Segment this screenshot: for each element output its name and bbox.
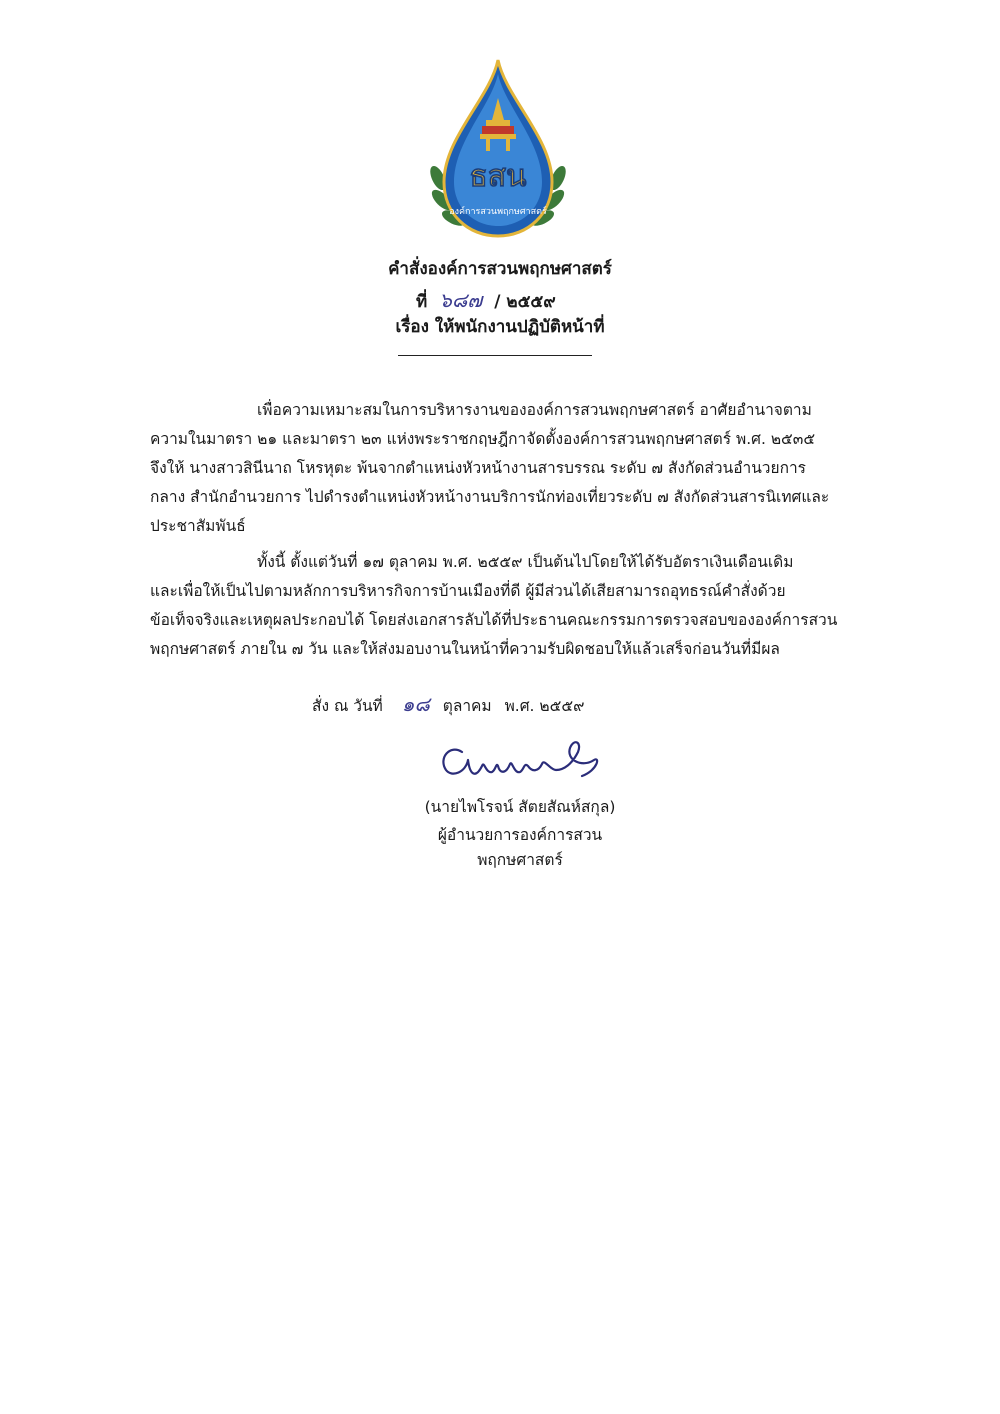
paragraph-2 bbox=[150, 548, 850, 664]
document-subject: เรื่อง ให้พนักงานปฏิบัติหน้าที่ bbox=[395, 317, 605, 337]
paragraph-1-line: ประชาสัมพันธ์ bbox=[150, 517, 246, 535]
date-month: ตุลาคม bbox=[442, 697, 492, 715]
paragraph-1-line: เพื่อความเหมาะสมในการบริหารงานขององค์การสวนพฤกษศาสตร์ อาศัยอำนาจตาม bbox=[257, 401, 812, 419]
paragraph-2-line: ข้อเท็จจริงและเหตุผลประกอบได้ โดยส่งเอกสารลับได้ที่ประธานคณะกรรมการตรวจสอบขององค์การสวน bbox=[150, 611, 838, 629]
logo-monogram: ธสน bbox=[469, 159, 527, 194]
organization-logo bbox=[428, 58, 568, 240]
order-number-label: ที่ bbox=[416, 292, 428, 312]
paragraph-2-line: ทั้งนี้ ตั้งแต่วันที่ ๑๗ ตุลาคม พ.ศ. ๒๕๕๙ เป็นต้นไปโดยให้ได้รับอัตราเงินเดือนเดิม bbox=[257, 553, 794, 571]
date-day-handwritten: ๑๘ bbox=[401, 692, 430, 716]
order-date bbox=[312, 688, 592, 720]
paragraph-1-line: ความในมาตรา ๒๑ และมาตรา ๒๓ แห่งพระราชกฤษฎีกาจัดตั้งองค์การสวนพฤกษศาสตร์ พ.ศ. ๒๕๓๕ bbox=[150, 430, 816, 448]
order-number-year: / ๒๕๕๙ bbox=[494, 292, 556, 312]
paragraph-1-line: กลาง สำนักอำนวยการ ไปดำรงตำแหน่งหัวหน้างานบริการนักท่องเที่ยวระดับ ๗ สังกัดส่วนสารนิเทศและ bbox=[150, 488, 830, 506]
paragraph-2-line: และเพื่อให้เป็นไปตามหลักการบริหารกิจการบ้านเมืองที่ดี ผู้มีส่วนได้เสียสามารถอุทธรณ์คำสั่งด้วย bbox=[150, 582, 786, 600]
order-number-handwritten: ๖๘๗ bbox=[439, 288, 483, 312]
logo-ring-text: องค์การสวนพฤกษศาสตร์ bbox=[449, 207, 547, 217]
document-title: คำสั่งองค์การสวนพฤกษศาสตร์ bbox=[388, 259, 612, 279]
signatory-name: (นายไพโรจน์ สัตยสัณห์สกุล) bbox=[424, 798, 616, 816]
order-number-line bbox=[416, 284, 636, 316]
handwritten-signature bbox=[432, 730, 612, 790]
signatory-position: ผู้อำนวยการองค์การสวนพฤกษศาสตร์ bbox=[437, 826, 603, 869]
header-divider bbox=[398, 355, 592, 356]
paragraph-1 bbox=[150, 396, 850, 541]
paragraph-1-line: จึงให้ นางสาวสินีนาถ โหรหุตะ พ้นจากตำแหน่งหัวหน้างานสารบรรณ ระดับ ๗ สังกัดส่วนอำนวยการ bbox=[150, 459, 806, 477]
date-prefix: สั่ง ณ วันที่ bbox=[312, 697, 383, 715]
date-year: พ.ศ. ๒๕๕๙ bbox=[504, 697, 585, 715]
paragraph-2-line: พฤกษศาสตร์ ภายใน ๗ วัน และให้ส่งมอบงานในหน้าที่ความรับผิดชอบให้แล้วเสร็จก่อนวันที่มีผล bbox=[150, 640, 780, 658]
